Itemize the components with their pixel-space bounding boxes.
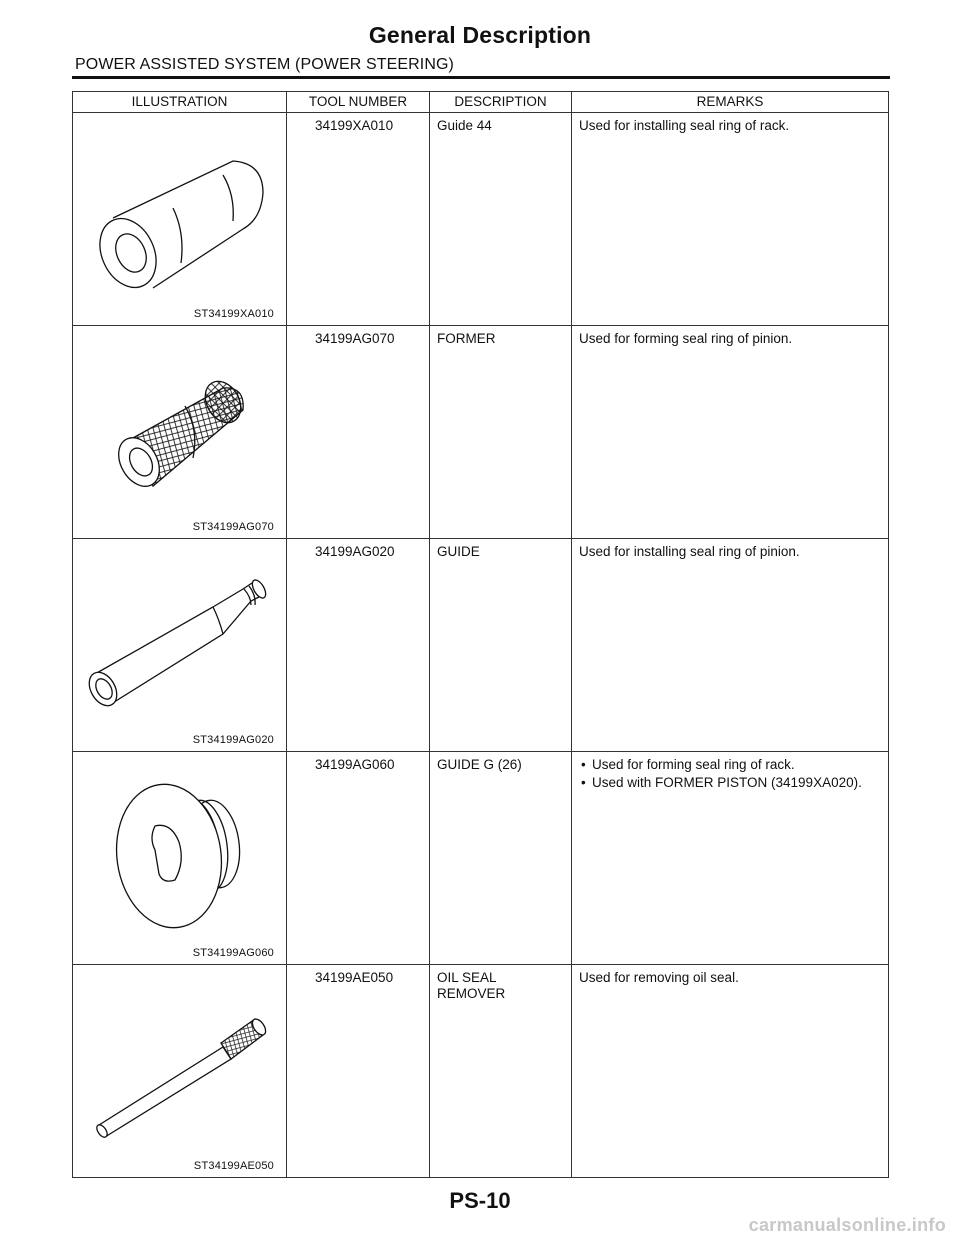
col-header-tool-number: TOOL NUMBER (287, 92, 430, 113)
page-number: PS-10 (449, 1188, 511, 1213)
guide-g-illustration (73, 752, 287, 959)
illustration-cell (73, 965, 287, 1178)
table-row (73, 326, 889, 539)
guide-44-illustration (73, 113, 287, 320)
tool-number: 34199AG070 (287, 326, 430, 539)
tool-number: 34199AG020 (287, 539, 430, 752)
remarks-list (579, 757, 888, 791)
col-header-illustration: ILLUSTRATION (73, 92, 287, 113)
illustration-code: ST34199XA010 (193, 308, 274, 320)
tool-description: Guide 44 (430, 113, 572, 326)
tool-remarks (572, 539, 889, 752)
tool-remarks (572, 752, 889, 965)
tool-remarks (572, 965, 889, 1178)
remark-bullet: • Used with FORMER PISTON (34199XA020). (579, 775, 888, 791)
table-row (73, 113, 889, 326)
tool-description: OIL SEAL REMOVER (430, 965, 572, 1178)
table-row (73, 539, 889, 752)
col-header-description: DESCRIPTION (430, 92, 572, 113)
remark-bullet: • Used for forming seal ring of rack. (579, 757, 888, 773)
header-rule (72, 76, 890, 79)
page-title: General Description (368, 22, 592, 48)
table-row (73, 965, 889, 1178)
tool-description: GUIDE (430, 539, 572, 752)
special-tools-table (72, 91, 889, 1178)
illustration-code: ST34199AG070 (192, 521, 274, 533)
watermark: carmanualsonline.info (748, 1215, 946, 1235)
table-header-row (73, 92, 889, 113)
section-title: POWER ASSISTED SYSTEM (POWER STEERING) (75, 56, 454, 73)
tool-number: 34199AE050 (287, 965, 430, 1178)
tool-description: FORMER (430, 326, 572, 539)
illustration-code: ST34199AG020 (192, 734, 274, 746)
tool-number: 34199AG060 (287, 752, 430, 965)
guide-illustration (73, 539, 287, 746)
table-row (73, 752, 889, 965)
oil-seal-remover-illustration (73, 965, 287, 1172)
illustration-code: ST34199AE050 (193, 1160, 274, 1172)
former-illustration (73, 326, 287, 533)
tool-remarks (572, 326, 889, 539)
remark-text: Used for installing seal ring of rack. (579, 118, 790, 133)
illustration-cell (73, 113, 287, 326)
illustration-code: ST34199AG060 (192, 947, 274, 959)
tool-number: 34199XA010 (287, 113, 430, 326)
remark-text: Used for forming seal ring of pinion. (579, 331, 793, 346)
illustration-cell (73, 326, 287, 539)
tool-remarks (572, 113, 889, 326)
remark-text: Used for installing seal ring of pinion. (579, 544, 800, 559)
tool-description: GUIDE G (26) (430, 752, 572, 965)
remark-text: Used for removing oil seal. (579, 970, 739, 985)
col-header-remarks: REMARKS (572, 92, 889, 113)
illustration-cell (73, 539, 287, 752)
illustration-cell (73, 752, 287, 965)
